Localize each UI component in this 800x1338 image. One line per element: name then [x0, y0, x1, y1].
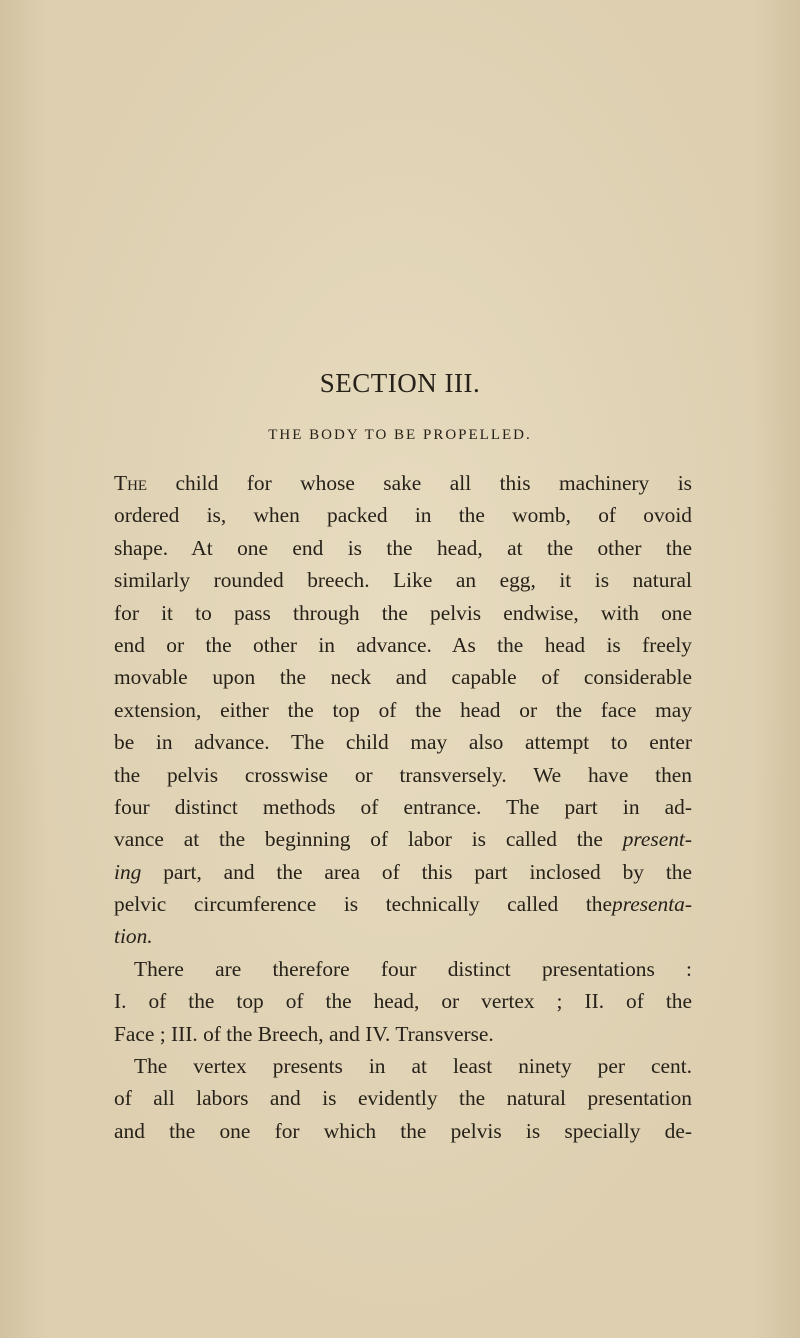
text-line: similarly rounded breech. Like an egg, it is natural [114, 568, 692, 593]
text-line: The vertex presents in at least ninety per cent. [134, 1054, 692, 1079]
paragraph-1 [114, 467, 692, 953]
text-line: pelvic circumference is technically called thepresenta- [114, 892, 692, 917]
text-line: of all labors and is evidently the natural presentation [114, 1086, 692, 1111]
text-line: extension, either the top of the head or the face may [114, 697, 692, 722]
paragraph-3 [114, 1050, 692, 1147]
text-line: the pelvis crosswise or transversely. We have then [114, 762, 692, 787]
text-line: ing part, and the area of this part inclosed by the [114, 859, 692, 884]
text-line: ordered is, when packed in the womb, of ovoid [114, 503, 692, 528]
text-line: end or the other in advance. As the head is freely [114, 632, 692, 657]
text-line: I. of the top of the head, or vertex ; II. of the [114, 989, 692, 1014]
text-line: four distinct methods of entrance. The part in ad- [114, 794, 692, 819]
text-line: for it to pass through the pelvis endwise, with one [114, 600, 692, 625]
paragraph-2 [114, 953, 692, 1050]
italic-term-presentation: presenta- [612, 892, 692, 917]
text-line: and the one for which the pelvis is specially de- [114, 1118, 692, 1143]
text-line: vance at the beginning of labor is called the present- [114, 827, 692, 852]
italic-term-presentation-cont: tion. [114, 924, 153, 949]
text-line: movable upon the neck and capable of considerable [114, 665, 692, 690]
text-line [114, 920, 692, 952]
text-line: There are therefore four distinct presentations : [134, 956, 692, 981]
italic-term-presenting-cont: ing [114, 859, 142, 884]
text-line: shape. At one end is the head, at the other the [114, 535, 692, 560]
italic-term-presenting: present- [622, 827, 692, 852]
text-line: Face ; III. of the Breech, and IV. Transverse. [114, 1021, 494, 1046]
section-heading: SECTION III. [319, 368, 481, 398]
body-text [114, 467, 692, 1147]
text-line: be in advance. The child may also attempt to enter [114, 730, 692, 755]
lead-word: The [114, 471, 148, 495]
section-subtitle: THE BODY TO BE PROPELLED. [268, 427, 532, 443]
text-line: The child for whose sake all this machinery is [114, 471, 692, 495]
